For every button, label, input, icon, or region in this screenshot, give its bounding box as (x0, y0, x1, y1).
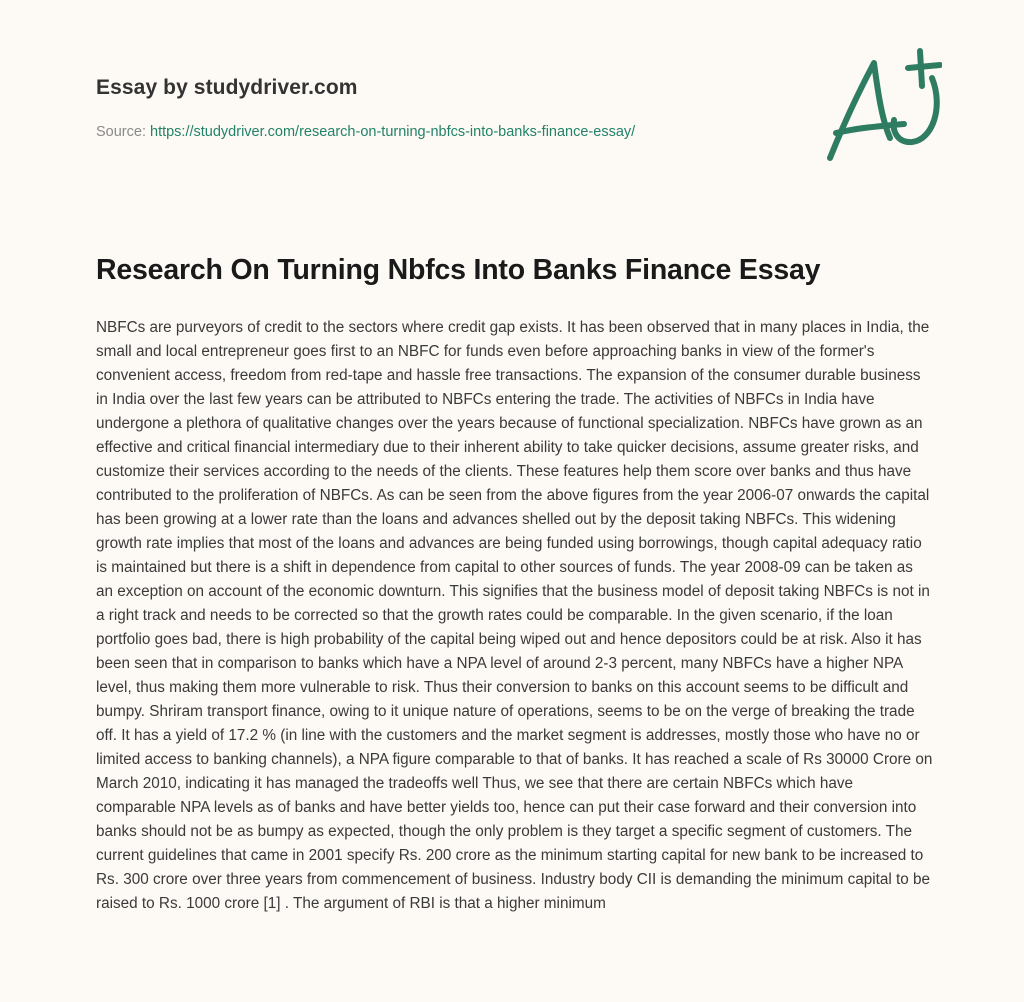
essay-title: Research On Turning Nbfcs Into Banks Finance Essay (96, 254, 821, 286)
a-plus-grade-icon (822, 38, 942, 168)
site-title: Essay by studydriver.com (96, 76, 358, 99)
essay-body (96, 316, 934, 916)
source-line (96, 124, 635, 140)
essay-paragraph: NBFCs are purveyors of credit to the sectors where credit gap exists. It has been observed that in many places in India, the small and local entrepreneur goes first to an NBFC for funds even before approaching banks in view of the former's convenient access, freedom from red-tape and hassle free transactions. The expansion of the consumer durable business in India over the last few years can be attributed to NBFCs entering the trade. The activities of NBFCs in India have undergone a plethora of qualitative changes over the years because of functional specialization. NBFCs have grown as an effective and critical financial intermediary due to their inherent ability to take quicker decisions, assume greater risks, and customize their services according to the needs of the clients. These features help them score over banks and thus have contributed to the proliferation of NBFCs. As can be seen from the above figures from the year 2006-07 onwards the capital has been growing at a lower rate than the loans and advances shelled out by the deposit taking NBFCs. This widening growth rate implies that most of the loans and advances are being funded using borrowings, though capital adequacy ratio is maintained but there is a shift in dependence from capital to other sources of funds. The year 2008-09 can be taken as an exception on account of the economic downturn. This signifies that the business model of deposit taking NBFCs is not in a right track and needs to be corrected so that the growth rates could be comparable. In the given scenario, if the loan portfolio goes bad, there is high probability of the capital being wiped out and hence depositors could be at risk. Also it has been seen that in comparison to banks which have a NPA level of around 2-3 percent, many NBFCs have a higher NPA level, thus making them more vulnerable to risk. Thus their conversion to banks on this account seems to be difficult and bumpy. Shriram transport finance, owing to it unique nature of operations, seems to be on the verge of breaking the trade off. It has a yield of 17.2 % (in line with the customers and the market segment is addresses, mostly those who have no or limited access to banking channels), a NPA figure comparable to that of banks. It has reached a scale of Rs 30000 Crore on March 2010, indicating it has managed the tradeoffs well Thus, we see that there are certain NBFCs which have comparable NPA levels as of banks and have better yields too, hence can put their case forward and their conversion into banks should not be as bumpy as expected, though the only problem is they target a specific segment of customers. The current guidelines that came in 2001 specify Rs. 200 crore as the minimum starting capital for new bank to be increased to Rs. 300 crore over three years from commencement of business. Industry body CII is demanding the minimum capital to be raised to Rs. 1000 crore [1] . The argument of RBI is that a higher minimum (96, 319, 933, 912)
page-header (96, 0, 936, 200)
source-link[interactable]: https://studydriver.com/research-on-turning-nbfcs-into-banks-finance-essay/ (150, 124, 636, 140)
source-label: Source: (96, 124, 150, 140)
